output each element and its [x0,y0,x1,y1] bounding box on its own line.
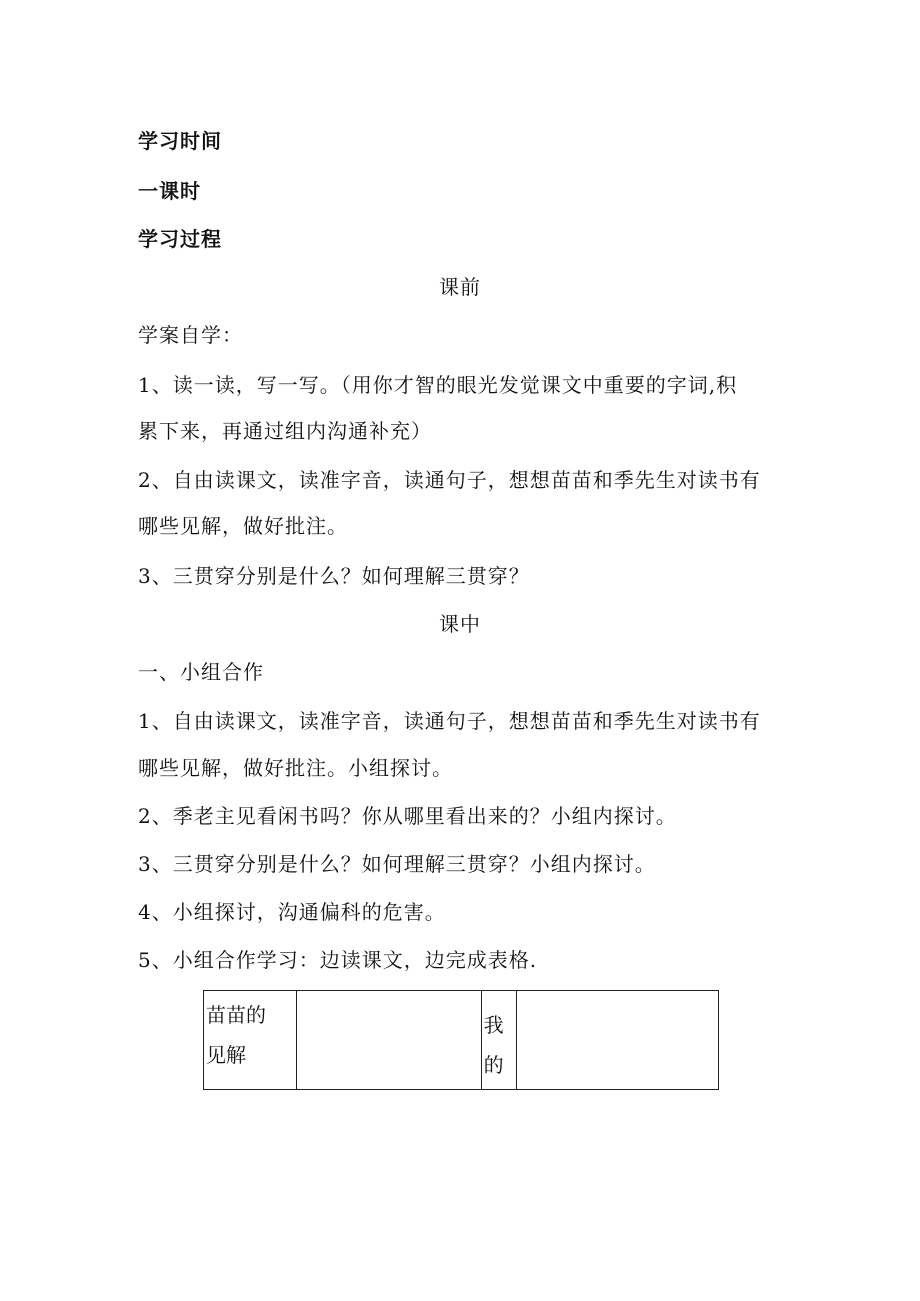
pre-class-heading: 课前 [439,275,481,299]
in-class-heading: 课中 [439,612,481,636]
pre-class-item-2-line-2: 哪些见解，做好批注。 [138,514,348,538]
in-class-item-4: 4、小组探讨，沟通偏科的危害。 [138,900,446,924]
study-time-label: 学习时间 [138,129,222,153]
in-class-section-title: 一、小组合作 [138,660,264,684]
in-class-item-3: 3、三贯穿分别是什么？如何理解三贯穿？小组内探讨。 [138,852,656,876]
in-class-item-5: 5、小组合作学习：边读课文，边完成表格. [138,948,538,972]
table-cell-my-views [481,991,516,1090]
table-cell-label-line-1: 苗苗的 [206,1003,266,1027]
pre-class-item-1-line-2: 累下来，再通过组内沟通补充） [138,419,432,443]
views-table [203,990,719,1090]
lesson-count: 一课时 [138,179,201,203]
table-cell-label-line-2: 的 [483,1053,504,1077]
in-class-item-1-line-1: 1、自由读课文，读准字音，读通句子，想想苗苗和季先生对读书有 [138,709,761,733]
table-cell-label-line-2: 见解 [206,1043,246,1067]
table-cell-blank [296,991,481,1090]
pre-class-item-3: 3、三贯穿分别是什么？如何理解三贯穿？ [138,564,530,588]
in-class-item-1-line-2: 哪些见解，做好批注。小组探讨。 [138,756,453,780]
pre-class-item-1-line-1: 1、读一读，写一写。（用你才智的眼光发觉课文中重要的字词,积 [138,373,738,397]
pre-class-item-2-line-1: 2、自由读课文，读准字音，读通句子，想想苗苗和季先生对读书有 [138,468,761,492]
table-cell-label-line-1: 我 [483,1013,504,1037]
table-cell-blank [516,991,718,1090]
table-row [204,991,719,1090]
pre-class-intro: 学案自学： [138,323,243,347]
study-process-label: 学习过程 [138,227,222,251]
table-cell-miaomiao-views [204,991,297,1090]
in-class-item-2: 2、季老主见看闲书吗？你从哪里看出来的？小组内探讨。 [138,804,677,828]
